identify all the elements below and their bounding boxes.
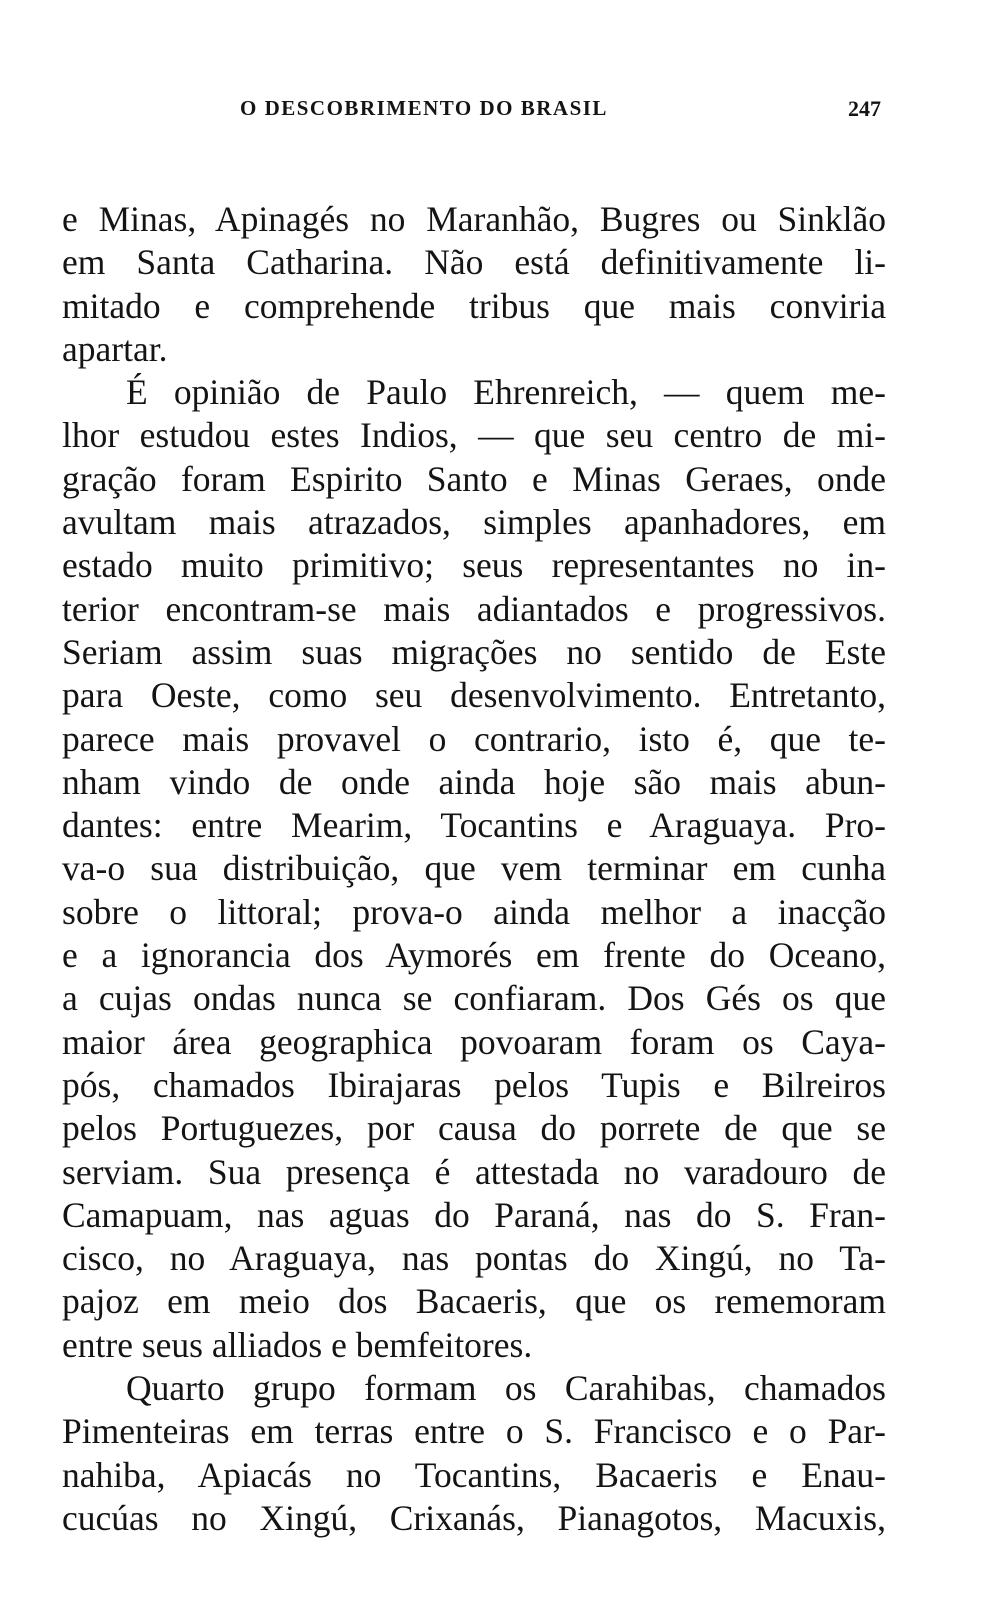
text-line: gração foram Espirito Santo e Minas Geraes, onde [62,458,886,499]
text-line: parece mais provavel o contrario, isto é, que te- [62,718,886,759]
text-line: nahiba, Apiacás no Tocantins, Bacaeris e Enau- [62,1454,886,1495]
text-line: Seriam assim suas migrações no sentido de Este [62,631,886,672]
text-line: a cujas ondas nunca se confiaram. Dos Gés os que [62,978,886,1019]
body-text [62,198,886,1540]
text-line: lhor estudou estes Indios, — que seu centro de mi- [62,415,886,456]
running-head: O DESCOBRIMENTO DO BRASIL [240,96,608,120]
text-line: cisco, no Araguaya, nas pontas do Xingú, no Ta- [62,1238,886,1279]
page-number: 247 [848,96,881,121]
text-line: para Oeste, como seu desenvolvimento. Entretanto, [62,675,886,716]
text-line: e a ignorancia dos Aymorés em frente do Oceano, [62,935,886,976]
text-line: mitado e comprehende tribus que mais conviria [62,285,886,326]
text-line: terior encontram-se mais adiantados e progressivos. [62,588,886,629]
text-line: apartar. [62,328,168,369]
text-line: nham vindo de onde ainda hoje são mais abun- [62,761,886,802]
text-line: dantes: entre Mearim, Tocantins e Araguaya. Pro- [62,805,886,846]
text-line: avultam mais atrazados, simples apanhadores, em [62,502,886,543]
text-line: e Minas, Apinagés no Maranhão, Bugres ou Sinklão [62,199,886,239]
text-line: pajoz em meio dos Bacaeris, que os rememoram [62,1281,886,1322]
text-line: Quarto grupo formam os Carahibas, chamados [126,1368,886,1409]
text-line: va-o sua distribuição, que vem terminar em cunha [62,848,886,889]
text-line: em Santa Catharina. Não está definitivamente li- [62,242,886,283]
text-line: cucúas no Xingú, Crixanás, Pianagotos, Macuxis, [62,1497,886,1538]
text-line: estado muito primitivo; seus representantes no in- [62,545,886,586]
text-line: Camapuam, nas aguas do Paraná, nas do S. Fran- [62,1194,886,1235]
text-line: entre seus alliados e bemfeitores. [62,1324,533,1365]
text-line: sobre o littoral; prova-o ainda melhor a inacção [62,891,886,932]
text-line: serviam. Sua presença é attestada no varadouro de [62,1151,886,1192]
text-line: Pimenteiras em terras entre o S. Francisco e o Par- [62,1411,886,1452]
text-line: maior área geographica povoaram foram os Caya- [62,1021,886,1062]
text-line: pelos Portuguezes, por causa do porrete de que se [62,1108,886,1149]
text-line: É opinião de Paulo Ehrenreich, — quem me- [126,372,886,413]
text-line: pós, chamados Ibirajaras pelos Tupis e Bilreiros [62,1064,886,1105]
